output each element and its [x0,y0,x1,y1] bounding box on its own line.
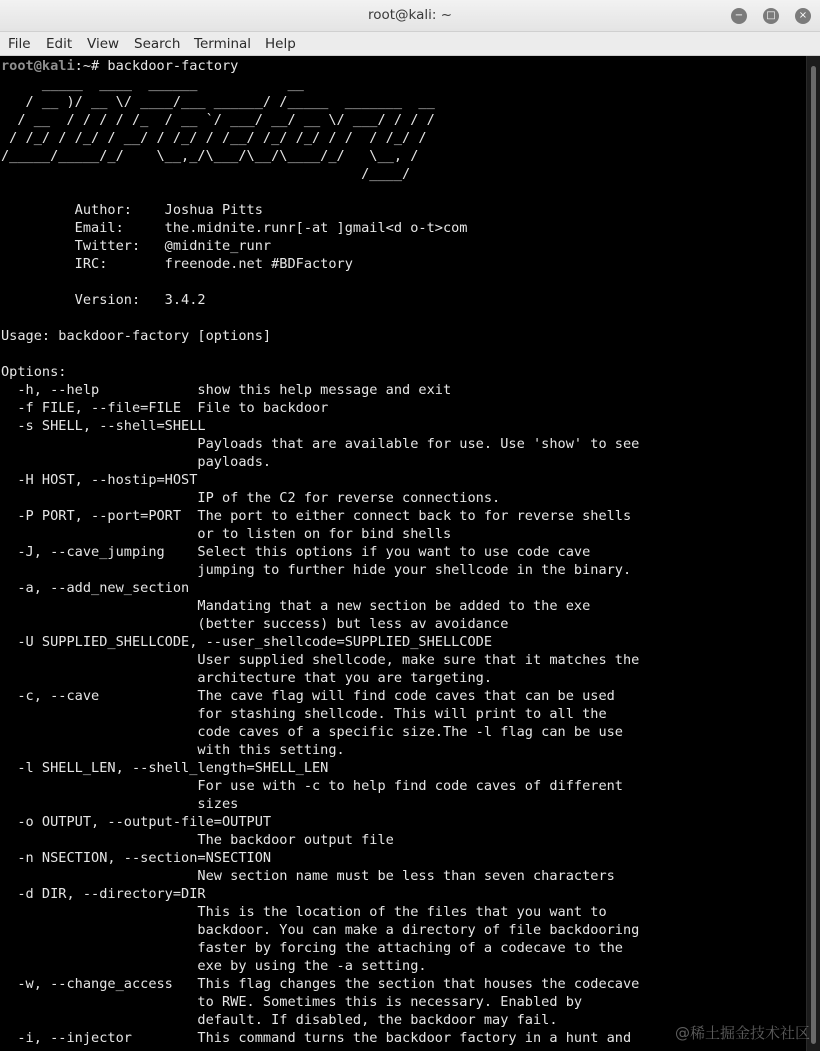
banner-line: / __ )/ __ \/ ____/___ ______/ /_____ _______ __ [1,94,435,110]
terminal-output[interactable] [0,56,806,1051]
option-line: IP of the C2 for reverse connections. [1,490,501,506]
info-line: IRC: freenode.net #BDFactory [1,256,353,272]
terminal-scrollbar[interactable] [806,56,820,1051]
banner-line: /____/ [1,166,411,182]
option-line: -h, --help show this help message and exit [1,382,452,398]
menu-bar [0,32,820,56]
info-line: Twitter: @midnite_runr [1,238,272,254]
banner-line: / /_/ / /_/ / __/ / /_/ / /__/ /_/ /_/ / / / /_/ / [1,130,427,146]
option-line: backdoor. You can make a directory of file backdooring [1,922,640,938]
option-line: -c, --cave The cave flag will find code caves that can be used [1,688,615,704]
option-line: faster by forcing the attaching of a codecave to the [1,940,623,956]
option-line: Payloads that are available for use. Use 'show' to see [1,436,640,452]
maximize-button[interactable]: □ [763,8,779,24]
option-line: (better success) but less av avoidance [1,616,509,632]
banner-line: / __ / / / / /_ / __ `/ ___/ __/ __ \/ ___/ / / / [1,112,435,128]
option-line: with this setting. [1,742,345,758]
banner-line: /_____/_____/_/ \__,_/\___/\__/\____/_/ \__, / [1,148,419,164]
option-line: for stashing shellcode. This will print to all the [1,706,607,722]
option-line: sizes [1,796,239,812]
option-line: code caves of a specific size.The -l flag can be use [1,724,623,740]
menu-help[interactable]: Help [265,36,296,52]
info-line: Version: 3.4.2 [1,292,206,308]
option-line: For use with -c to help find code caves of different [1,778,623,794]
scrollbar-thumb[interactable] [811,66,816,1044]
option-line: or to listen on for bind shells [1,526,452,542]
option-line: -n NSECTION, --section=NSECTION [1,850,272,866]
prompt-path: :~# [74,58,108,74]
minimize-button[interactable]: − [731,8,747,24]
usage-line: Usage: backdoor-factory [options] [1,328,272,344]
watermark: @稀土掘金技术社区 [674,1024,810,1042]
option-line: jumping to further hide your shellcode in the binary. [1,562,632,578]
menu-search[interactable]: Search [134,36,181,52]
option-line: -d DIR, --directory=DIR [1,886,206,902]
prompt-user-host: root@kali [1,58,75,74]
option-line: -H HOST, --hostip=HOST [1,472,198,488]
window-title: root@kali: ~ [367,7,453,23]
options-header: Options: [1,364,67,380]
option-line: payloads. [1,454,272,470]
info-line: Author: Joshua Pitts [1,202,263,218]
option-line: This is the location of the files that you want to [1,904,607,920]
option-line: New section name must be less than seven characters [1,868,615,884]
option-line: exe by using the -a setting. [1,958,427,974]
close-button[interactable]: × [795,8,811,24]
prompt-line [1,57,238,75]
option-line: -f FILE, --file=FILE File to backdoor [1,400,329,416]
option-line: -w, --change_access This flag changes the section that houses the codecave [1,976,640,992]
prompt-command: backdoor-factory [107,58,239,74]
option-line: -i, --injector This command turns the backdoor factory in a hunt and [1,1030,632,1046]
option-line: -J, --cave_jumping Select this options if you want to use code cave [1,544,591,560]
window-titlebar[interactable] [0,0,820,32]
menu-view[interactable]: View [87,36,120,52]
option-line: Mandating that a new section be added to the exe [1,598,591,614]
banner-line: _____ ____ ______ __ [1,76,304,92]
option-line: The backdoor output file [1,832,394,848]
menu-terminal[interactable]: Terminal [194,36,252,52]
menu-edit[interactable]: Edit [46,36,73,52]
option-line: -U SUPPLIED_SHELLCODE, --user_shellcode=SUPPLIED_SHELLCODE [1,634,493,650]
option-line: to RWE. Sometimes this is necessary. Enabled by [1,994,583,1010]
menu-file[interactable]: File [8,36,31,52]
option-line: architecture that you are targeting. [1,670,493,686]
option-line: default. If disabled, the backdoor may fail. [1,1012,558,1028]
option-line: -s SHELL, --shell=SHELL [1,418,206,434]
option-line: User supplied shellcode, make sure that it matches the [1,652,640,668]
option-line: -l SHELL_LEN, --shell_length=SHELL_LEN [1,760,329,776]
info-line: Email: the.midnite.runr[-at ]gmail<d o-t>com [1,220,468,236]
option-line: -o OUTPUT, --output-file=OUTPUT [1,814,272,830]
option-line: -P PORT, --port=PORT The port to either connect back to for reverse shells [1,508,632,524]
option-line: -a, --add_new_section [1,580,190,596]
